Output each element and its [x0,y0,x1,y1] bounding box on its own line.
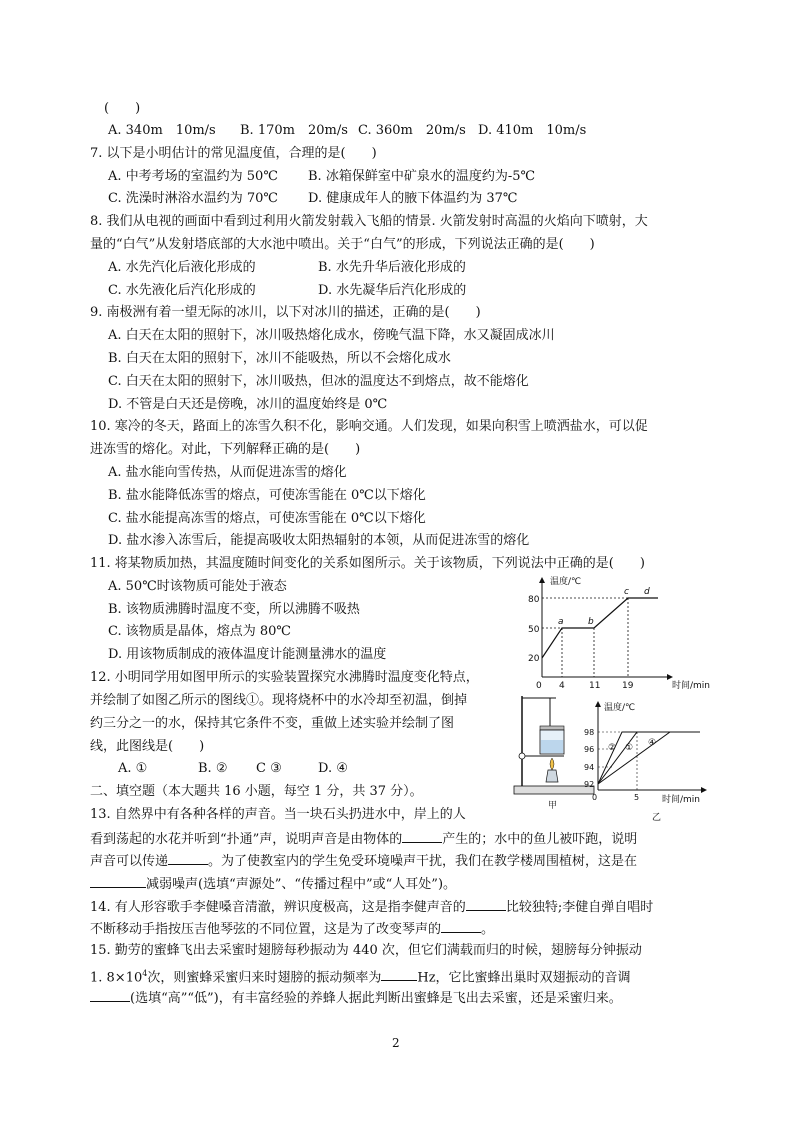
q7-stem: 7. 以下是小明估计的常见温度值，合理的是( ) [90,146,377,161]
flame-icon [550,758,554,770]
q10-stem-line2: 进冻雪的熔化。对此，下列解释正确的是( ) [90,442,361,457]
fig11-ytick-20: 20 [528,654,540,664]
q8-option-a: A. 水先汽化后液化形成的 [108,260,256,275]
q7-option-c: C. 洗澡时淋浴水温约为 70℃ [108,191,278,206]
point-c-label: c [624,587,629,597]
q8-option-b: B. 水先升华后液化形成的 [318,260,466,275]
fig12-ytick-96: 96 [584,745,595,754]
q13-line3 [90,850,637,870]
section-fill-blank-heading: 二、填空题（本大题共 16 小题，每空 1 分，共 37 分）。 [90,784,423,799]
q14-line2-text-b: 。 [481,922,495,937]
beaker-water [541,740,563,753]
q12-temperature-graph [582,698,712,824]
q13-blank-2[interactable] [168,850,208,865]
q13-line2-text-b: 产生的；水中的鱼儿被吓跑，说明 [442,832,638,847]
q12-stem-line3: 约三分之一的水，保持其它条件不变，重做上述实验并绘制了图 [90,716,455,731]
fig12-caption-right: 乙 [652,813,662,823]
q12-option-b: B. ② [198,761,228,776]
q7-option-b: B. 冰箱保鲜室中矿泉水的温度约为-5℃ [308,169,536,184]
q12-option-c: C ③ [256,761,282,776]
q11-option-b: B. 该物质沸腾时温度不变，所以沸腾不吸热 [108,602,360,617]
q15-line2-text-b: 次，则蜜蜂采蜜归来时翅膀的振动频率为 [147,970,382,986]
q15-blank-1[interactable] [381,966,417,981]
fig11-xlabel: 时间/min [672,681,711,691]
point-a-label: a [558,617,564,627]
q9-stem: 9. 南极洲有着一望无际的冰川，以下对冰川的描述，正确的是( ) [90,305,481,320]
q13-line4 [90,873,456,893]
q15-line2-text-a: 1. 8×10 [90,970,143,986]
q10-option-a: A. 盐水能向雪传热，从而促进冻雪的熔化 [108,465,347,480]
q13-line1: 13. 自然界中有各种各样的声音。当一块石头扔进水中，岸上的人 [90,807,466,822]
q10-option-b: B. 盐水能降低冻雪的熔点，可使冻雪能在 0℃以下熔化 [108,488,426,503]
q8-stem-line2: 量的“白气”从发射塔底部的大水池中喷出。关于“白气”的形成，下列说法正确的是( ) [90,237,595,252]
q14-line1 [90,896,653,916]
q13-line3-text-b: 。为了使教室内的学生免受环境噪声干扰，我们在教学楼周围植树，这是在 [208,854,638,869]
q14-line2-text-a: 不断移动手指按压吉他琴弦的不同位置，这是为了改变琴声的 [90,922,442,937]
q6-option-c: C. 360m 20m/s [358,123,466,138]
fig11-ylabel: 温度/℃ [550,577,582,587]
curve-1-label: ① [625,743,634,753]
q9-option-b: B. 白天在太阳的照射下，冰川不能吸热，所以不会熔化成水 [108,351,451,366]
q14-line1-text-b: 比较独特;李健自弹自唱时 [505,900,654,915]
point-d-label: d [644,587,650,597]
q8-option-d: D. 水先凝华后汽化形成的 [318,283,467,298]
q13-line2-text-a: 看到荡起的水花并听到“扑通”声，说明声音是由物体的 [90,832,403,847]
q13-blank-1[interactable] [402,828,442,843]
q14-blank-1[interactable] [466,896,506,911]
q15-line1: 15. 勤劳的蜜蜂飞出去采蜜时翅膀每秒振动为 440 次，但它们满载而归的时候，翅膀每分钟振动 [90,943,642,958]
q12-stem-line1: 12. 小明同学用如图甲所示的实验装置探究水沸腾时温度变化特点， [90,670,479,685]
q10-option-c: C. 盐水能提高冻雪的熔点，可使冻雪能在 0℃以下熔化 [108,511,426,526]
q6-option-a: A. 340m 10m/s [108,123,216,138]
fig12-caption-left: 甲 [548,801,558,810]
q13-blank-3[interactable] [90,873,146,888]
clamp-knob [519,753,525,759]
q7-option-a: A. 中考考场的室温约为 50℃ [108,169,278,184]
q11-stem: 11. 将某物质加热，其温度随时间变化的关系如图所示。关于该物质，下列说法中正确的是( ) [90,556,645,571]
beaker-cover [540,726,564,730]
q8-option-c: C. 水先液化后汽化形成的 [108,283,256,298]
q15-blank-2[interactable] [90,987,130,1002]
q9-option-d: D. 不管是白天还是傍晚，冰川的温度始终是 0℃ [108,397,388,412]
curve-2-label: ② [608,743,617,753]
q15-exponent: 4 [142,969,148,978]
fig11-ytick-50: 50 [528,625,540,635]
fig12-ytick-92: 92 [584,780,595,789]
q13-line4-text: 减弱噪声(选填“声源处”、“传播过程中”或“人耳处”)。 [146,877,457,892]
q6-option-d: D. 410m 10m/s [478,123,587,138]
q12-stem-line4: 线，此图线是( ) [90,739,205,754]
q10-option-d: D. 盐水渗入冻雪后，能提高吸收太阳热辐射的本领，从而促进冻雪的熔化 [108,533,530,548]
point-b-label: b [588,617,594,627]
q11-heating-curve-figure [522,572,712,692]
fig11-xtick-0: 0 [536,681,542,691]
fig12-xlabel: 时间/min [662,795,701,805]
q12-option-a: A. ① [118,761,148,776]
q13-line2 [90,828,637,848]
q14-line1-text-a: 14. 有人形容歌手李健嗓音清澈，辨识度极高，这是指李健声音的 [90,900,466,915]
q11-option-d: D. 用该物质制成的液体温度计能测量沸水的温度 [108,647,387,662]
fig12-ytick-98: 98 [584,728,595,737]
fig12-xtick-0: 0 [592,793,598,802]
q11-option-a: A. 50℃时该物质可能处于液态 [108,579,287,594]
q7-option-d: D. 健康成年人的腋下体温约为 37℃ [308,191,518,206]
fig11-ytick-80: 80 [528,595,540,605]
fig11-xtick-4: 4 [559,681,565,691]
q12-stem-line2: 并绘制了如图乙所示的图线①。现将烧杯中的水冷却至初温，倒掉 [90,693,468,708]
q8-stem-line1: 8. 我们从电视的画面中看到过利用火箭发射载入飞船的情景. 火箭发射时高温的火焰向下喷射，大 [90,214,648,229]
q9-option-c: C. 白天在太阳的照射下，冰川吸热，但冰的温度达不到熔点，故不能熔化 [108,374,529,389]
q6-answer-paren: ( ) [104,101,141,116]
fig11-xtick-11: 11 [589,681,601,691]
fig11-xtick-19: 19 [622,681,634,691]
fig12-ylabel: 温度/℃ [604,703,636,713]
q9-option-a: A. 白天在太阳的照射下，冰川吸热熔化成水，傍晚气温下降，水又凝固成冰川 [108,328,555,343]
fig12-ytick-94: 94 [584,763,595,772]
q15-line2 [90,964,631,984]
q15-line3 [90,987,622,1007]
alcohol-lamp [546,770,558,782]
q14-blank-2[interactable] [441,918,481,933]
q10-stem-line1: 10. 寒冷的冬天，路面上的冻雪久积不化，影响交通。人们发现，如果向积雪上喷洒盐水，可以促 [90,419,648,434]
q14-line2 [90,918,494,938]
q12-option-d: D. ④ [318,761,348,776]
page-number: 2 [392,1036,400,1050]
q15-line3-text: (选填“高”“低”)，有丰富经验的养蜂人据此判断出蜜蜂是飞出去采蜜，还是采蜜归来。 [130,991,622,1006]
q13-line3-text-a: 声音可以传递 [90,854,169,869]
q15-line2-text-c: Hz，它比蜜蜂出巢时双翅振动的音调 [417,970,631,986]
fig12-xtick-5: 5 [634,793,640,802]
q11-option-c: C. 该物质是晶体，熔点为 80℃ [108,624,291,639]
q6-option-b: B. 170m 20m/s [240,123,348,138]
curve-4-label: ④ [648,738,657,748]
